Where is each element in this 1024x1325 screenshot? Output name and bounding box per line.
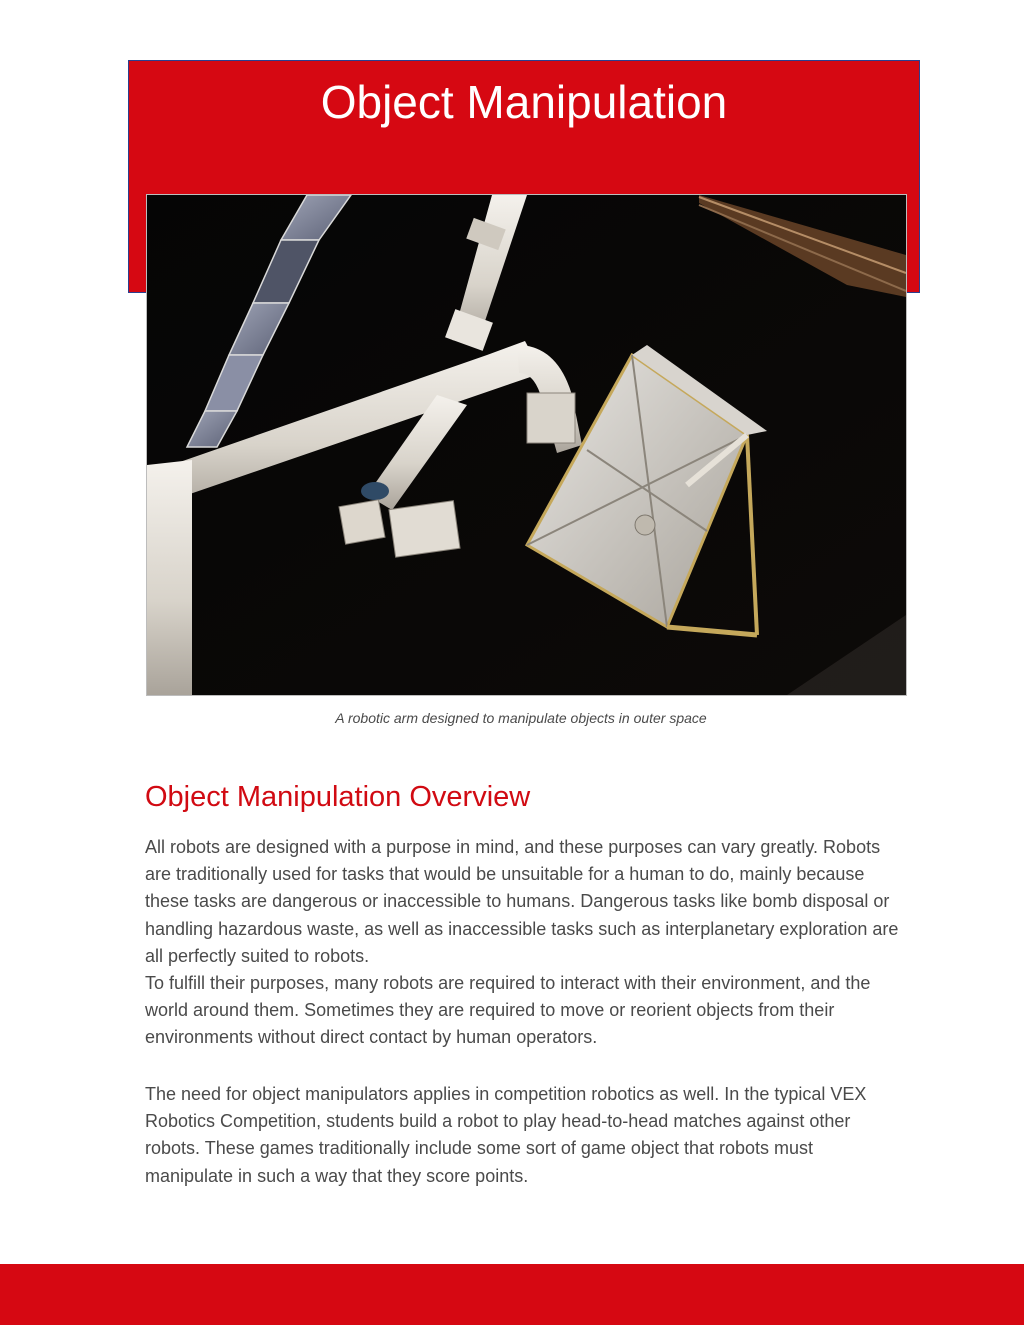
section-heading: Object Manipulation Overview <box>145 781 531 813</box>
image-caption: A robotic arm designed to manipulate objects in outer space <box>335 710 707 726</box>
paragraph-1: All robots are designed with a purpose in mind, and these purposes can vary greatly. Robots are traditionally used for tasks that would be unsuitable for a human to do, mainly because these tasks are dangerous or inaccessible to humans. Dangerous tasks like bomb disposal or handling hazardous waste, as well as inaccessible tasks such as interplanetary exploration are all perfectly suited to robots. <box>145 837 899 966</box>
paragraph-3: The need for object manipulators applies in competition robotics as well. In the typical VEX Robotics Competition, students build a robot to play head-to-head matches against other robots. These games traditionally include some sort of game object that robots must manipulate in such a way that they score points. <box>145 1084 867 1186</box>
hero-image <box>146 194 907 696</box>
robotic-arm-illustration <box>147 195 906 695</box>
page-title: Object Manipulation <box>320 76 728 128</box>
paragraph-2: To fulfill their purposes, many robots are required to interact with their environment, and the world around them. Sometimes they are required to move or reorient objects from their environments without direct contact by human operators. <box>145 973 871 1048</box>
footer-banner <box>0 1264 1024 1325</box>
